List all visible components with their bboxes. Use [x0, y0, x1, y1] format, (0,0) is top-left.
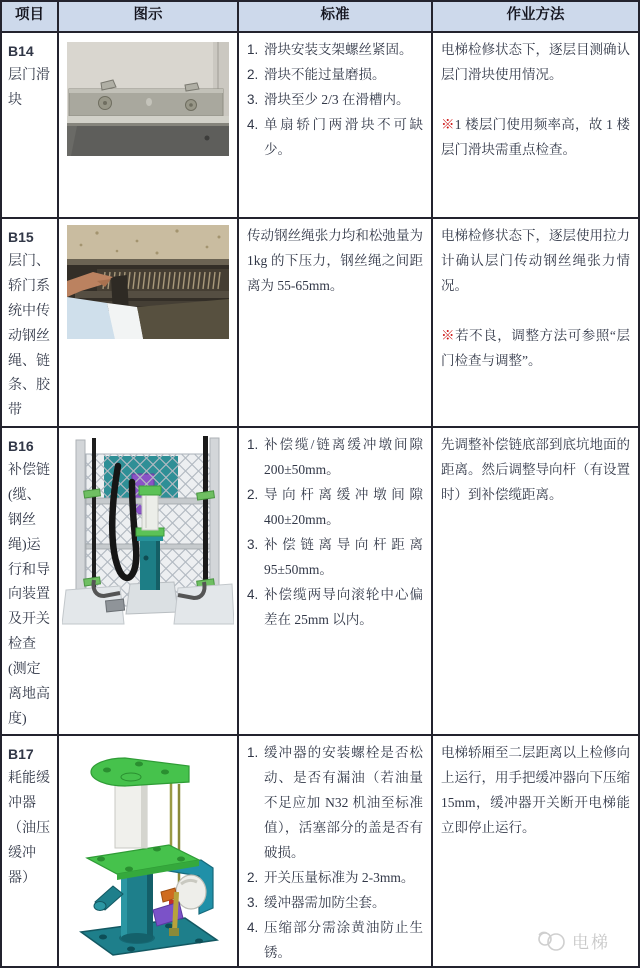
compensation-chain-drawing	[62, 432, 234, 628]
item-cell-b15	[2, 219, 59, 428]
item-code: B14	[8, 43, 34, 59]
item-code: B17	[8, 746, 34, 762]
standard-cell-b16	[239, 428, 433, 736]
door-slider-photo	[67, 42, 229, 156]
standard-line: 4. 单扇轿门两滑块不可缺少。	[247, 116, 423, 157]
item-code: B16	[8, 438, 34, 454]
oil-buffer-drawing	[73, 742, 223, 960]
standard-line: 2. 滑块不能过量磨损。	[247, 66, 386, 82]
method-text: 电梯轿厢至二层距离以上检修向上运行，用手把缓冲器向下压缩 15mm，缓冲器开关断开电梯能立即停止运行。	[441, 745, 630, 835]
standard-line: 3. 补偿链离导向杆距离 95±50mm。	[247, 536, 423, 577]
method-text: 电梯检修状态下，逐层目测确认层门滑块使用情况。	[441, 42, 630, 82]
watermark-logo-icon	[536, 929, 566, 953]
watermark	[536, 928, 610, 953]
note-text: 1 楼层门使用频率高，故 1 楼层门滑块需重点检查。	[441, 116, 631, 157]
item-name: 层门、轿门系统中传动钢丝绳、链条、胶带	[8, 253, 50, 419]
standard-line: 1. 滑块安装支架螺丝紧固。	[247, 42, 413, 57]
standard-line: 4. 压缩部分需涂黄油防止生锈。	[247, 919, 423, 960]
note-text: 若不良，调整方法可参照“层门检查与调整”。	[441, 327, 630, 368]
standard-cell-b14	[239, 33, 433, 219]
illustration-cell-b16	[59, 428, 239, 736]
standard-line: 3. 滑块至少 2/3 在滑槽内。	[247, 91, 410, 107]
standard-line: 4. 补偿缆两导向滚轮中心偏差在 25mm 以内。	[247, 586, 423, 627]
item-code: B15	[8, 229, 34, 245]
standard-text: 传动钢丝绳张力均和松弛量为 1kg 的下压力，钢丝绳之间距离为 55-65mm。	[247, 228, 423, 293]
header-method: 作业方法	[433, 2, 638, 33]
item-name: 层门滑块	[8, 67, 50, 108]
note-marker: ※	[441, 327, 456, 343]
item-cell-b17	[2, 736, 59, 966]
standard-line: 1. 补偿缆/链离缓冲墩间隙 200±50mm。	[247, 437, 423, 477]
method-note	[441, 113, 630, 163]
illustration-cell-b17	[59, 736, 239, 966]
method-cell-b15	[433, 219, 638, 428]
watermark-label: 电梯	[572, 933, 610, 952]
method-note	[441, 324, 630, 374]
item-cell-b16	[2, 428, 59, 736]
wire-rope-photo	[67, 225, 229, 339]
standard-line: 1. 缓冲器的安装螺栓是否松动、是否有漏油（若油量不足应加 N32 机油至标准值），活塞部分的盖是否有破损。	[247, 745, 423, 860]
method-text: 先调整补偿链底部到底坑地面的距离。然后调整导向杆（有设置时）到补偿缆距离。	[441, 437, 630, 502]
standard-cell-b17	[239, 736, 433, 966]
illustration-cell-b15	[59, 219, 239, 428]
standard-cell-b15	[239, 219, 433, 428]
method-cell-b16	[433, 428, 638, 736]
illustration-cell-b14	[59, 33, 239, 219]
method-text: 电梯检修状态下，逐层使用拉力计确认层门传动钢丝绳张力情况。	[441, 228, 630, 293]
standard-line: 3. 缓冲器需加防尘套。	[247, 894, 386, 910]
item-cell-b14	[2, 33, 59, 219]
item-name: 耗能缓冲器（油压缓冲器）	[8, 770, 50, 886]
method-cell-b14	[433, 33, 638, 219]
standard-line: 2. 导向杆离缓冲墩间隙 400±20mm。	[247, 486, 423, 527]
standard-line: 2. 开关压量标准为 2-3mm。	[247, 869, 415, 885]
note-marker: ※	[441, 116, 455, 132]
item-name: 补偿链(缆、钢丝绳)运行和导向装置及开关检查(测定离地高度)	[8, 462, 50, 727]
header-item: 项目	[2, 2, 59, 33]
header-illustration: 图示	[59, 2, 239, 33]
header-standard: 标准	[239, 2, 433, 33]
